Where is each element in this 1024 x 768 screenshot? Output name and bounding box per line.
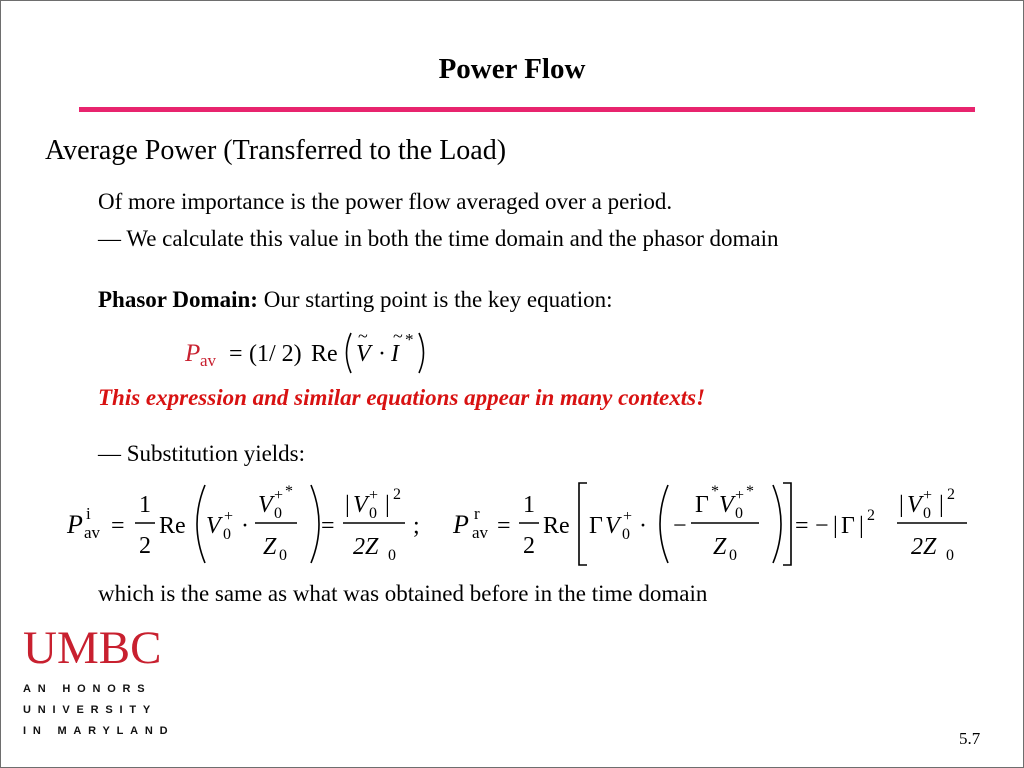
pi-mag-sub0: 0 <box>369 505 377 522</box>
pi-v: V <box>206 513 221 539</box>
pr-num-v: V <box>719 492 734 518</box>
logo-tagline-3: IN MARYLAND <box>23 725 175 737</box>
pi-sup-i: i <box>86 504 91 523</box>
eq-equals: = <box>229 341 243 367</box>
text-line-2: — We calculate this value in both the time domain and the phasor domain <box>98 226 779 251</box>
phasor-domain-text: Our starting point is the key equation: <box>257 287 613 312</box>
pi-equals-2: = <box>321 513 335 539</box>
pi-paren-right <box>311 485 319 563</box>
pr-gamma-sq: 2 <box>867 507 875 524</box>
umbc-logo <box>23 623 173 755</box>
title-underline <box>79 107 975 112</box>
pr-mag-sub0: 0 <box>923 505 931 522</box>
pr-v-sub0: 0 <box>622 526 630 543</box>
pr-v-sup-plus: + <box>623 508 633 525</box>
pr-den-sub0: 0 <box>729 547 737 564</box>
pi-mag-plus: + <box>369 487 379 504</box>
pr-abs-close: | <box>939 492 944 518</box>
pr-sub-av: av <box>472 523 489 542</box>
pi-mag-v: V <box>353 492 368 518</box>
pi-v-sub0: 0 <box>223 526 231 543</box>
eq-i-tilde: ~ <box>393 326 403 346</box>
pi-dot: · <box>241 513 249 539</box>
phasor-domain-label: Phasor Domain: <box>98 287 258 312</box>
conclusion-line: which is the same as what was obtained before in the time domain <box>98 581 708 606</box>
eq-i-symbol: I <box>391 341 399 367</box>
section-heading: Average Power (Transferred to the Load) <box>45 135 507 166</box>
pr-den-z: Z <box>713 534 727 560</box>
pi-mag-sq: 2 <box>393 486 401 503</box>
pi-v-sup-plus: + <box>224 508 234 525</box>
pi-re: Re <box>159 513 186 539</box>
pr-paren-right <box>773 485 781 563</box>
pr-minus: − <box>673 513 687 539</box>
pi-num-star: * <box>285 483 293 500</box>
pi-sub-av: av <box>84 523 101 542</box>
pi-result-den: 2Z <box>353 534 379 560</box>
pr-re: Re <box>543 513 570 539</box>
pr-result-sub0: 0 <box>946 547 954 564</box>
pr-num-gamma: Γ <box>695 492 709 518</box>
pi-frac-num: 1 <box>139 492 151 518</box>
pi-num-plus: + <box>274 487 284 504</box>
eq-v-tilde: ~ <box>358 326 368 346</box>
text-line-1: Of more importance is the power flow averaged over a period. <box>98 189 673 214</box>
pr-mag-sq: 2 <box>947 486 955 503</box>
pr-mag-v: V <box>907 492 922 518</box>
eq-paren-left <box>347 333 352 373</box>
pr-num-star: * <box>746 483 754 500</box>
emphasis-line: This expression and similar equations appear in many contexts! <box>98 385 706 410</box>
pi-p: P <box>67 510 83 539</box>
pr-sup-r: r <box>474 504 480 523</box>
pr-num-gamma-star: * <box>711 483 719 500</box>
eq-dot: · <box>378 341 386 367</box>
pi-result-sub0: 0 <box>388 547 396 564</box>
pr-paren-left <box>660 485 668 563</box>
eq-half: (1/ 2) <box>249 341 302 367</box>
pr-bracket-right <box>783 483 791 565</box>
pr-num-plus: + <box>735 487 745 504</box>
pr-gamma-abs-open: | <box>833 513 838 539</box>
pi-den-z: Z <box>263 534 277 560</box>
substitution-equations <box>51 475 991 575</box>
pr-gamma: Γ <box>589 513 603 539</box>
pr-frac-den: 2 <box>523 533 535 559</box>
eq-av-subscript: av <box>200 351 217 370</box>
pr-equals: = <box>497 513 511 539</box>
eq-paren-right <box>419 333 424 373</box>
pi-equals: = <box>111 513 125 539</box>
pi-den-sub0: 0 <box>279 547 287 564</box>
substitution-line: — Substitution yields: <box>98 441 306 466</box>
eq-p-symbol: P <box>185 340 201 367</box>
pr-gamma-mag: Γ <box>841 513 855 539</box>
pi-num-sub0: 0 <box>274 505 282 522</box>
eq-v-symbol: V <box>356 341 371 367</box>
pi-frac-den: 2 <box>139 533 151 559</box>
pi-paren-left <box>197 485 205 563</box>
pi-abs-close: | <box>385 492 390 518</box>
pr-abs-open: | <box>899 492 904 518</box>
logo-wordmark: UMBC <box>23 622 162 674</box>
eq-separator: ; <box>413 513 420 539</box>
key-equation <box>161 323 451 381</box>
phasor-domain-line <box>98 287 612 313</box>
pi-abs-open: | <box>345 492 350 518</box>
pr-bracket-left <box>579 483 587 565</box>
pr-v: V <box>605 513 620 539</box>
pr-mag-plus: + <box>923 487 933 504</box>
pr-p: P <box>453 510 469 539</box>
pr-minus-2: − <box>815 513 829 539</box>
pr-result-den: 2Z <box>911 534 937 560</box>
logo-tagline-1: AN HONORS <box>23 683 152 695</box>
pr-dot: · <box>639 513 647 539</box>
page-number: 5.7 <box>959 729 981 748</box>
pr-gamma-abs-close: | <box>859 513 864 539</box>
pi-num-v: V <box>258 492 273 518</box>
eq-conj-star: * <box>405 330 414 349</box>
eq-re: Re <box>311 341 338 367</box>
pr-num-sub0: 0 <box>735 505 743 522</box>
logo-tagline-2: UNIVERSITY <box>23 704 158 716</box>
pr-frac-num: 1 <box>523 492 535 518</box>
slide-title: Power Flow <box>438 53 586 85</box>
pr-equals-2: = <box>795 513 809 539</box>
